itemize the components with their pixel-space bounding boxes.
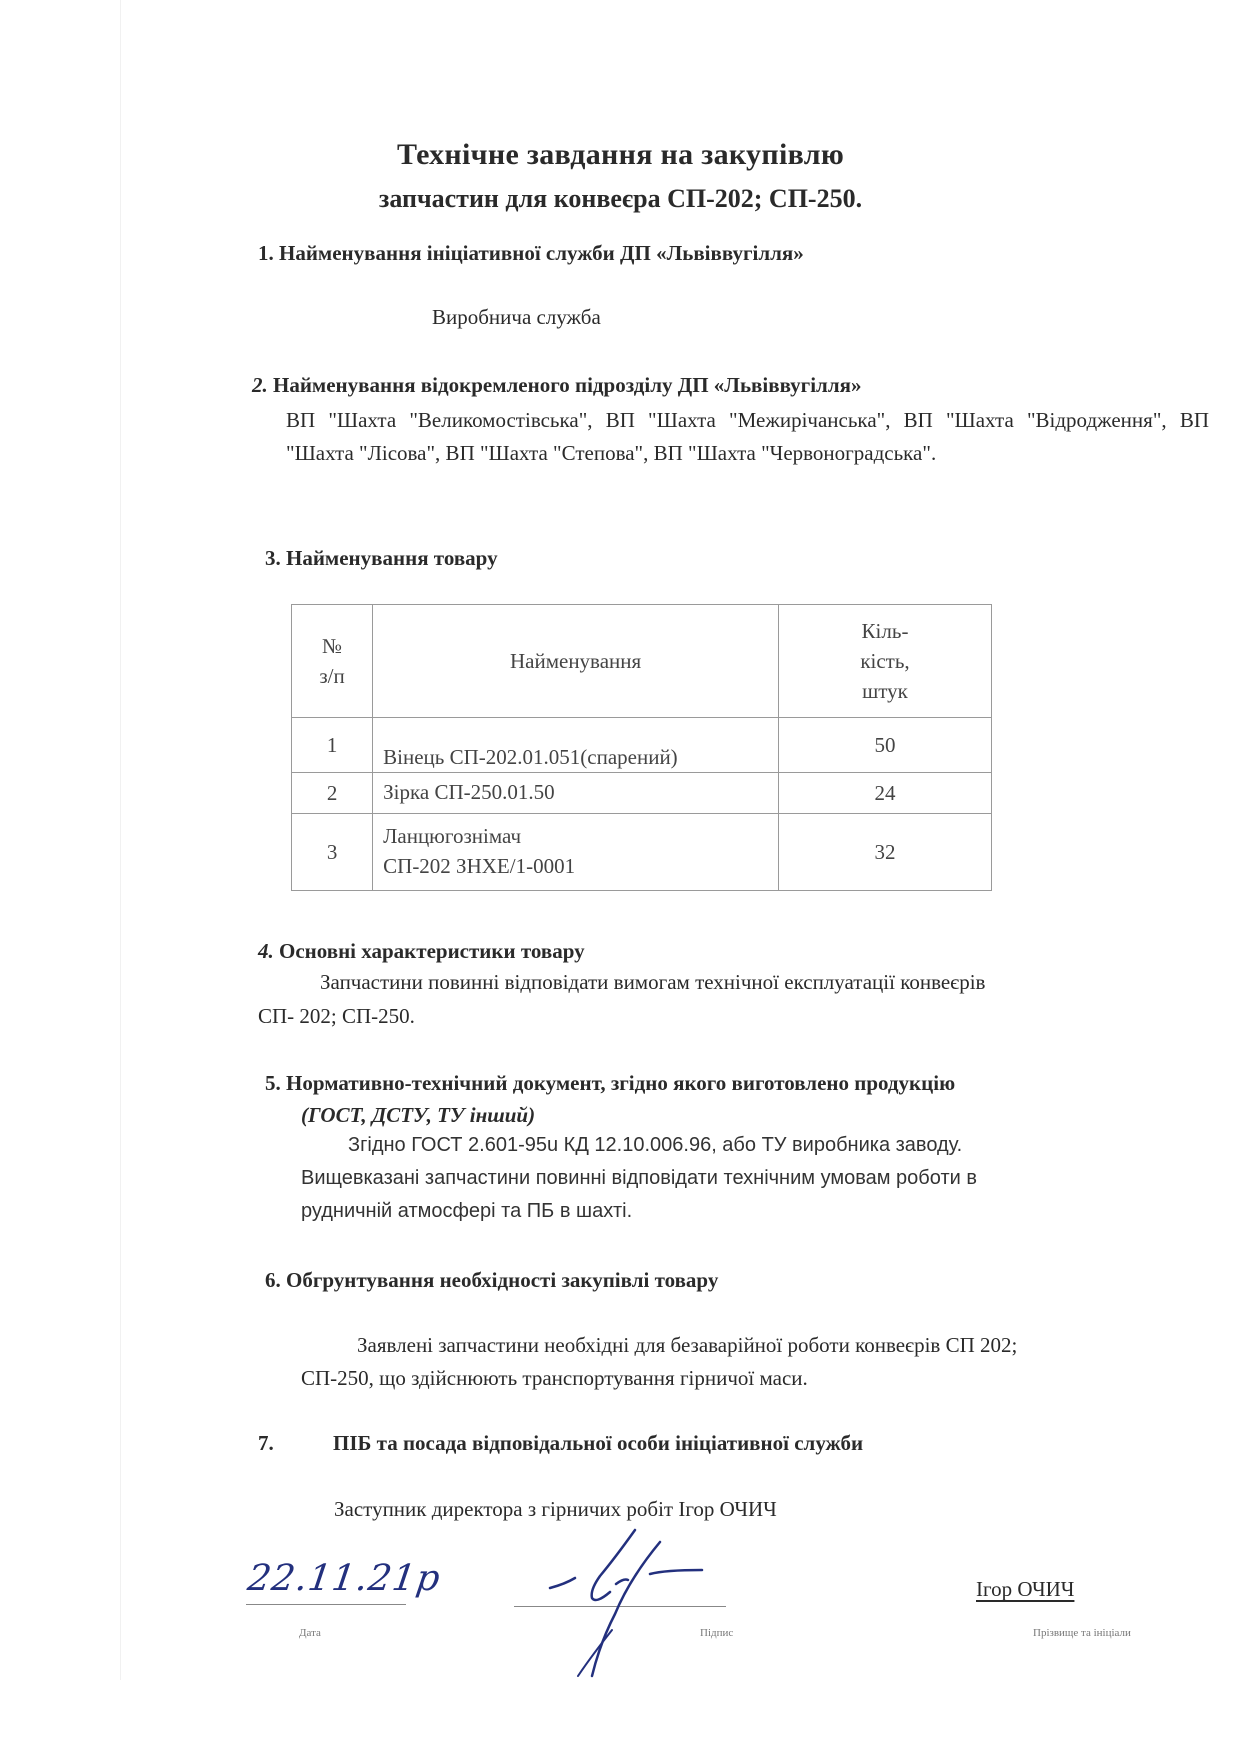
handwritten-date: 22.11.21р [245, 1558, 444, 1599]
section-4-number: 4. [258, 939, 274, 963]
header-name: Найменування [373, 605, 779, 718]
table-row [292, 814, 992, 891]
section-5-body-line3: рудничній атмосфері та ПБ в шахті. [301, 1200, 633, 1222]
goods-table [291, 604, 992, 891]
table-row [292, 718, 992, 773]
row-qty: 24 [779, 773, 992, 814]
document-subtitle: запчастин для конвеєра СП-202; СП-250. [378, 184, 863, 213]
header-qty-line2: кість, [860, 649, 910, 673]
section-7-heading: ПІБ та посада відповідальної особи ініціативної служби [333, 1431, 864, 1455]
row-qty: 50 [779, 718, 992, 773]
section-6-body-line1: Заявлені запчастини необхідні для безаварійної роботи конвеєрів СП 202; [357, 1333, 1018, 1357]
header-num-abbr: з/п [319, 664, 345, 688]
document-title: Технічне завдання на закупівлю [396, 138, 845, 171]
header-qty [779, 605, 992, 718]
initials-caption: Прізвище та ініціали [1033, 1627, 1131, 1639]
section-5-body-line2: Вищевказані запчастини повинні відповідати технічним умовам роботи в [301, 1167, 977, 1189]
row-num: 3 [292, 814, 373, 891]
row-name-line2: СП-202 ЗНХЕ/1-0001 [383, 854, 576, 878]
signature-scribble-icon [520, 1518, 720, 1678]
section-6-body-line2: СП-250, що здійснюють транспортування гірничої маси. [301, 1366, 808, 1390]
section-7-number: 7. [258, 1431, 274, 1455]
header-qty-line3: штук [862, 679, 908, 703]
section-4-heading-row [258, 939, 585, 964]
section-2-heading-row [252, 373, 861, 398]
section-2-heading: Найменування відокремленого підрозділу ДП «Львіввугілля» [273, 373, 862, 397]
section-4-heading: Основні характеристики товару [279, 939, 585, 963]
section-1-body: Виробнича служба [432, 305, 601, 329]
page-edge [120, 0, 121, 1680]
header-qty-line1: Кіль- [861, 619, 909, 643]
section-2-body: ВП "Шахта "Великомостівська", ВП "Шахта "Межирічанська", ВП "Шахта "Відродження", ВП "Шахта "Лісова", ВП "Шахта "Степова", ВП "Шахта "Червоноградська". [286, 408, 1209, 465]
date-caption: Дата [299, 1627, 321, 1639]
section-5-body-line1: Згідно ГОСТ 2.601-95u КД 12.10.006.96, або ТУ виробника заводу. [348, 1134, 963, 1156]
section-5-heading: 5. Нормативно-технічний документ, згідно якого виготовлено продукцію [265, 1071, 956, 1095]
header-num-symbol: № [322, 634, 343, 658]
section-6-heading: 6. Обгрунтування необхідності закупівлі товару [265, 1268, 719, 1292]
row-name-line1: Зірка СП-250.01.50 [383, 779, 555, 804]
row-qty: 32 [779, 814, 992, 891]
section-7-body: Заступник директора з гірничих робіт Ігор ОЧИЧ [334, 1497, 777, 1521]
table-header-row [292, 605, 992, 718]
section-3-heading: 3. Найменування товару [265, 546, 498, 570]
row-name [373, 718, 779, 773]
section-4-body-line1: Запчастини повинні відповідати вимогам технічної експлуатації конвеєрів [320, 970, 986, 994]
date-line [246, 1604, 406, 1605]
table-row [292, 773, 992, 814]
header-num [292, 605, 373, 718]
signature-caption: Підпис [700, 1627, 734, 1639]
section-2-number: 2. [252, 373, 268, 397]
row-name-line1: Вінець СП-202.01.051(спарений) [383, 745, 678, 769]
section-1-heading: 1. Найменування ініціативної служби ДП «Львіввугілля» [258, 241, 804, 265]
signatory-initials: Ігор ОЧИЧ [976, 1577, 1075, 1601]
section-5-heading-standards: (ГОСТ, ДСТУ, ТУ інший) [301, 1103, 536, 1127]
row-name [373, 814, 779, 891]
row-num: 2 [292, 773, 373, 814]
section-4-body-line2: СП- 202; СП-250. [258, 1004, 415, 1028]
row-name [373, 773, 779, 814]
row-name-line1: Ланцюгознімач [383, 824, 522, 848]
row-num: 1 [292, 718, 373, 773]
